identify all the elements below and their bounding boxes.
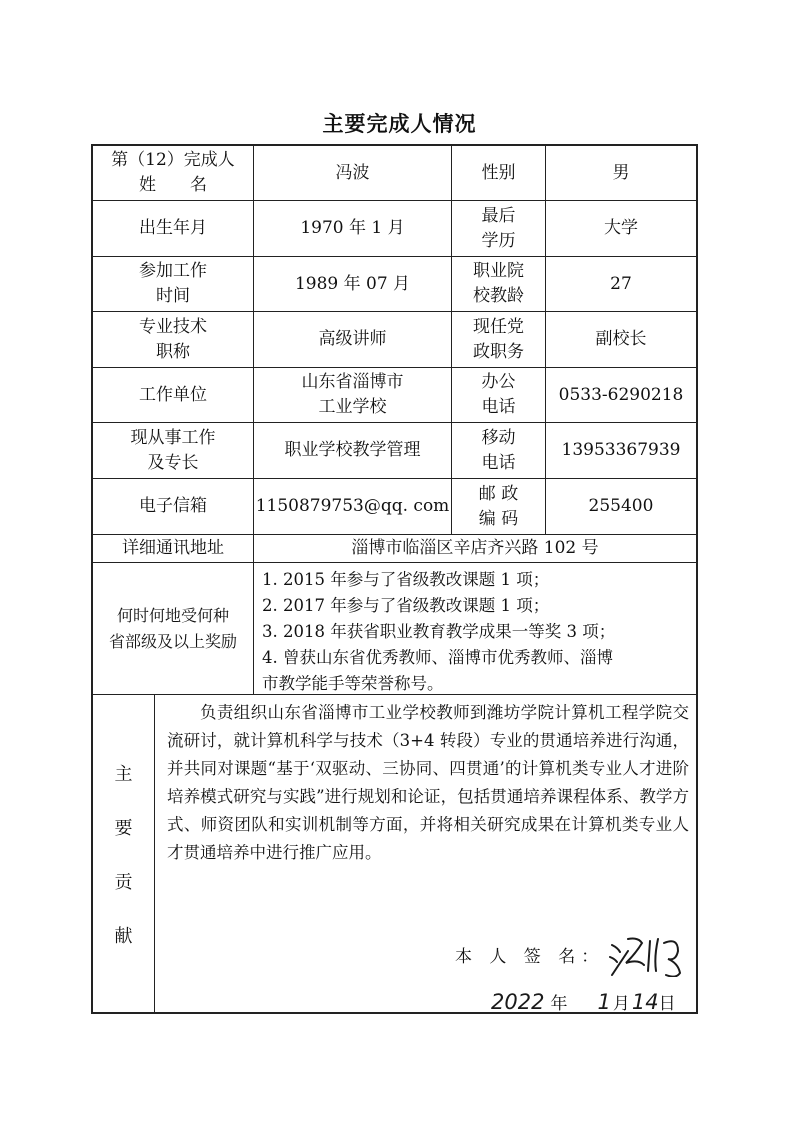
- signature-date: 2022 年 1 月 14 日: [491, 990, 676, 1014]
- signature-line: [455, 931, 696, 977]
- value-email: 1150879753@qq. com: [254, 479, 452, 534]
- date-day: 14: [631, 990, 659, 1014]
- label-office-phone: 办公 电话: [452, 368, 546, 422]
- value-position: 副校长: [595, 329, 647, 349]
- page-title: 主要完成人情况: [322, 112, 477, 136]
- row-email: [93, 479, 696, 535]
- value-address: 淄博市临淄区辛店齐兴路 102 号: [351, 538, 599, 558]
- row-contribution: [93, 695, 696, 1012]
- date-month: 1: [597, 990, 611, 1014]
- completer-info-form: [91, 144, 698, 1014]
- value-prof-title: 高级讲师: [254, 312, 452, 367]
- awards-list: [254, 563, 696, 694]
- label-work-start: 参加工作 时间: [93, 257, 254, 311]
- value-education: 大学: [604, 218, 638, 238]
- award-item: 2. 2017 年参与了省级教改课题 1 项；: [262, 596, 550, 615]
- award-item: 市教学能手等荣誉称号。: [262, 674, 444, 693]
- label-birth: 出生年月: [93, 201, 254, 256]
- value-birth: 1970 年 1 月: [254, 201, 452, 256]
- label-postcode: 邮 政 编 码: [452, 479, 546, 534]
- signature-label: 本 人 签 名：: [455, 946, 605, 967]
- value-mobile-phone: 13953367939: [561, 440, 681, 460]
- contribution-text: 负责组织山东省淄博市工业学校教师到潍坊学院计算机工程学院交流研讨，就计算机科学与技术（3+4 转段）专业的贯通培养进行沟通，并共同对课题“基于‘双驱动、三协同、四贯通’的计算机类专业人才进阶培养模式研究与实践”进行规划和论证，包括贯通培养课程体系、教学方式、师资团队和实训机制等方面，并将相关研究成果在计算机类专业人才贯通培养中进行推广应用。: [167, 703, 689, 862]
- label-email: 电子信箱: [93, 479, 254, 534]
- label-teaching-years: 职业院 校教龄: [452, 257, 546, 311]
- row-employer: [93, 368, 696, 423]
- label-address: 详细通讯地址: [93, 535, 254, 562]
- value-office-phone: 0533-6290218: [558, 384, 684, 405]
- value-gender: 男: [612, 162, 630, 183]
- value-current-work: 职业学校教学管理: [254, 423, 452, 478]
- value-employer: 山东省淄博市 工业学校: [254, 368, 452, 422]
- value-name: 冯波: [254, 146, 452, 200]
- award-item: 1. 2015 年参与了省级教改课题 1 项；: [262, 570, 550, 589]
- label-contribution: 主 要 贡 献: [93, 695, 155, 1012]
- label-position: 现任党 政职务: [452, 312, 546, 367]
- value-postcode: 255400: [588, 496, 654, 516]
- row-birth: [93, 201, 696, 257]
- row-current-work: [93, 423, 696, 479]
- row-address: [93, 535, 696, 563]
- label-gender: 性别: [452, 146, 546, 200]
- value-teaching-years: 27: [610, 273, 632, 294]
- label-prof-title: 专业技术 职称: [93, 312, 254, 367]
- award-item: 3. 2018 年获省职业教育教学成果一等奖 3 项；: [262, 622, 616, 641]
- date-year: 2022: [491, 990, 545, 1014]
- award-item: 4. 曾获山东省优秀教师、淄博市优秀教师、淄博: [262, 648, 613, 667]
- label-name: 第（12）完成人 姓 名: [93, 146, 254, 200]
- row-awards: [93, 563, 696, 695]
- handwritten-signature: [606, 931, 696, 977]
- label-current-work: 现从事工作 及专长: [93, 423, 254, 478]
- label-mobile-phone: 移动 电话: [452, 423, 546, 478]
- row-title: [93, 312, 696, 368]
- label-awards: 何时何地受何种 省部级及以上奖励: [93, 563, 254, 694]
- label-employer: 工作单位: [93, 368, 254, 422]
- value-work-start: 1989 年 07 月: [254, 257, 452, 311]
- label-education: 最后 学历: [452, 201, 546, 256]
- row-name: [93, 146, 696, 201]
- row-work-start: [93, 257, 696, 312]
